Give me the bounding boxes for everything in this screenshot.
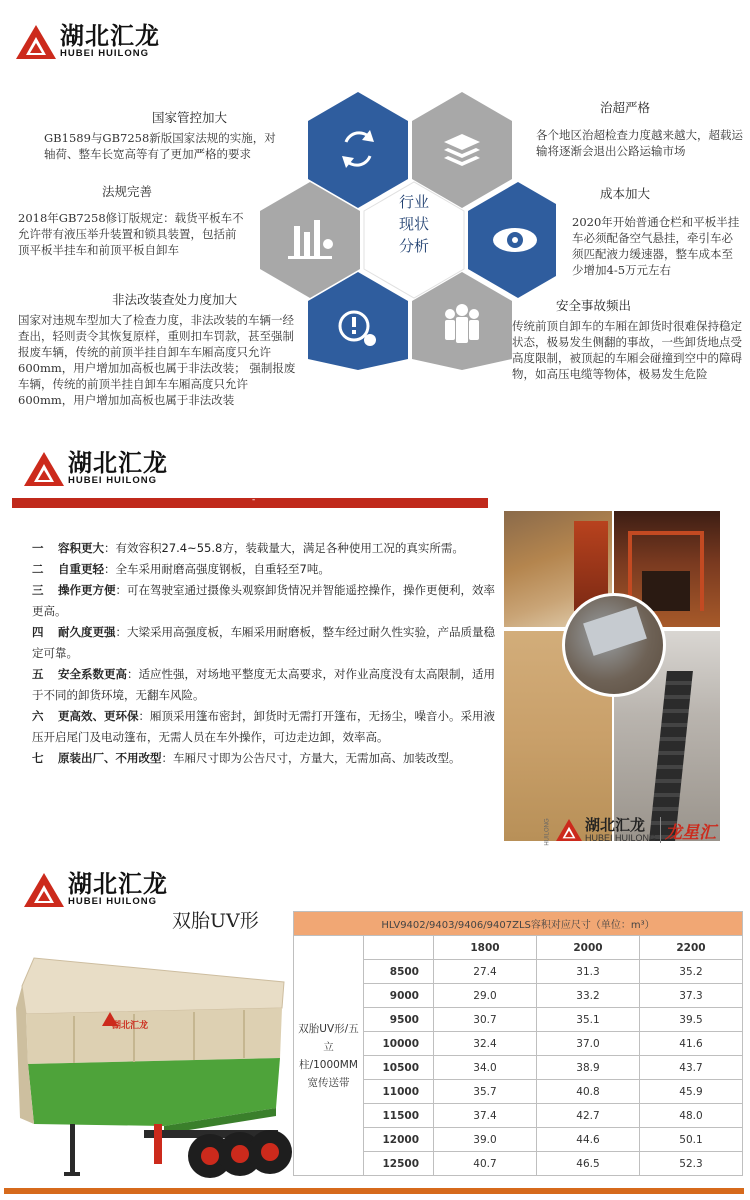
footer-logo-art: 龙星汇 <box>665 822 717 843</box>
feature-item: 三 操作更方便：可在驾驶室通过摄像头观察卸货情况并智能遥控操作，操作更便利，效率更高。 <box>32 583 495 618</box>
feature-item: 二 自重更轻：全车采用耐磨高强度钢板，自重轻至7吨。 <box>32 562 330 576</box>
brand-cn: 湖北汇龙 <box>68 449 168 477</box>
table-row: 8500 27.4 31.3 35.2 <box>294 960 743 984</box>
industry-analysis-section <box>0 0 750 425</box>
block-title: 法规完善 <box>102 184 153 199</box>
brand-cn: 湖北汇龙 <box>68 870 168 898</box>
feature-item: 六 更高效、更环保：厢顶采用篷布密封，卸货时无需打开篷布，无扬尘，噪音小。采用液压开启尾门及电动篷布，无需人员在车外操作，可边走边卸，效率高。 <box>32 709 495 744</box>
features-section <box>0 425 750 850</box>
feature-item: 五 安全系数更高：适应性强，对场地平整度无太高要求，对作业高度没有太高限制，适用于不同的卸货环境，无翻车风险。 <box>32 667 495 702</box>
center-label: 行业 现状 分析 <box>398 193 429 255</box>
table-group-label: 双胎UV形/五立柱/1000MM宽传送带 <box>294 936 364 1176</box>
huilong-logo-icon <box>16 25 56 59</box>
table-row: 10000 32.4 37.0 41.6 <box>294 1032 743 1056</box>
table-row: 9500 30.7 35.1 39.5 <box>294 1008 743 1032</box>
people-icon <box>445 304 479 343</box>
red-divider <box>12 498 488 508</box>
brand-logo <box>16 24 160 59</box>
huilong-logo-icon <box>556 819 582 841</box>
divider-mark: - <box>252 495 256 505</box>
block-text: GB1589与GB7258新版国家法规的实施，对轴荷、整车长宽高等有了更加严格的要求 <box>44 131 276 161</box>
table-row: 12500 40.7 46.5 52.3 <box>294 1152 743 1176</box>
brand-en: HUBEI HUILONG <box>68 475 157 486</box>
block-text: 传统前顶自卸车的车厢在卸货时很难保持稳定状态，极易发生侧翻的事故，一些卸货地点受高度限制，被顶起的车厢会碰撞到空中的障碍物，如高压电缆等物体，极易发生危险 <box>512 319 742 381</box>
feature-item: 七 原装出厂、不用改型：车厢尺寸即为公告尺寸，方量大，无需加高、加装改型。 <box>32 751 461 765</box>
truck-body-logo: 湖北汇龙 <box>112 1021 149 1031</box>
feature-item: 四 耐久度更强：大梁采用高强度板，车厢采用耐磨板，整车经过耐久性实验，产品质量稳定可靠。 <box>32 625 495 660</box>
block-title: 国家管控加大 <box>152 110 228 125</box>
huilong-logo-icon <box>24 452 64 486</box>
block-text: 各个地区治超检查力度越来越大，超载运输将逐渐会退出公路运输市场 <box>536 128 743 158</box>
brand-en: HUBEI HUILONG <box>68 896 157 907</box>
brand-cn: 湖北汇龙 <box>60 22 160 50</box>
volume-spec-table <box>293 911 743 1176</box>
block-title: 成本加大 <box>600 186 651 201</box>
footer-logo-small: HUILONG <box>544 818 551 846</box>
footer-logo: 湖北汇龙 HUBEI HUILONG 龙星汇 <box>556 817 716 843</box>
huilong-logo-icon <box>24 873 64 907</box>
col-header: 2000 <box>536 936 639 960</box>
bottom-band <box>4 1188 744 1194</box>
table-row: 11500 37.4 42.7 48.0 <box>294 1104 743 1128</box>
block-title: 安全事故频出 <box>556 298 632 313</box>
photo-circle-discharge <box>562 593 666 697</box>
block-text: 2018年GB7258修订版规定：载货平板车不允许带有液压举升装置和锁具装置，包括前顶平板半挂车和前顶平板自卸车 <box>18 211 244 257</box>
table-row: 11000 35.7 40.8 45.9 <box>294 1080 743 1104</box>
model-title: 双胎UV形 <box>172 910 259 932</box>
block-text: 2020年开始普通仓栏和平板半挂车必须配备空气悬挂，牵引车必须匹配液力缓速器，整车成本至少增加4-5万元左右 <box>572 215 740 277</box>
table-row: 12000 39.0 44.6 50.1 <box>294 1128 743 1152</box>
feature-item: 一 容积更大：有效容积27.4~55.8方，装载量大，满足各种使用工况的真实所需。 <box>32 541 464 555</box>
brand-en: HUBEI HUILONG <box>60 48 149 59</box>
table-caption: HLV9402/9403/9406/9407ZLS容积对应尺寸（单位：m³） <box>294 912 743 936</box>
eye-icon <box>493 228 537 252</box>
block-title: 非法改装查处力度加大 <box>112 292 238 307</box>
block-text: 国家对违规车型加大了检查力度，非法改装的车辆一经查出，轻则责令其恢复原样，重则扣车罚款，甚至强制报废车辆，传统的前顶半挂自卸车车厢高度只允许600mm，用户增加加高板也属于非法改装； 强制报废车辆，传统的前顶半挂自卸车车厢高度只允许600mm，用户增加加高板也属于非法改装 <box>18 313 296 407</box>
table-row: 10500 34.0 38.9 43.7 <box>294 1056 743 1080</box>
truck-illustration <box>14 948 294 1193</box>
brand-logo <box>24 872 168 907</box>
col-header: 1800 <box>434 936 537 960</box>
feature-list <box>32 538 502 769</box>
col-header: 2200 <box>639 936 742 960</box>
brand-logo <box>24 451 168 486</box>
block-title: 治超严格 <box>600 100 651 115</box>
table-row: 9000 29.0 33.2 37.3 <box>294 984 743 1008</box>
